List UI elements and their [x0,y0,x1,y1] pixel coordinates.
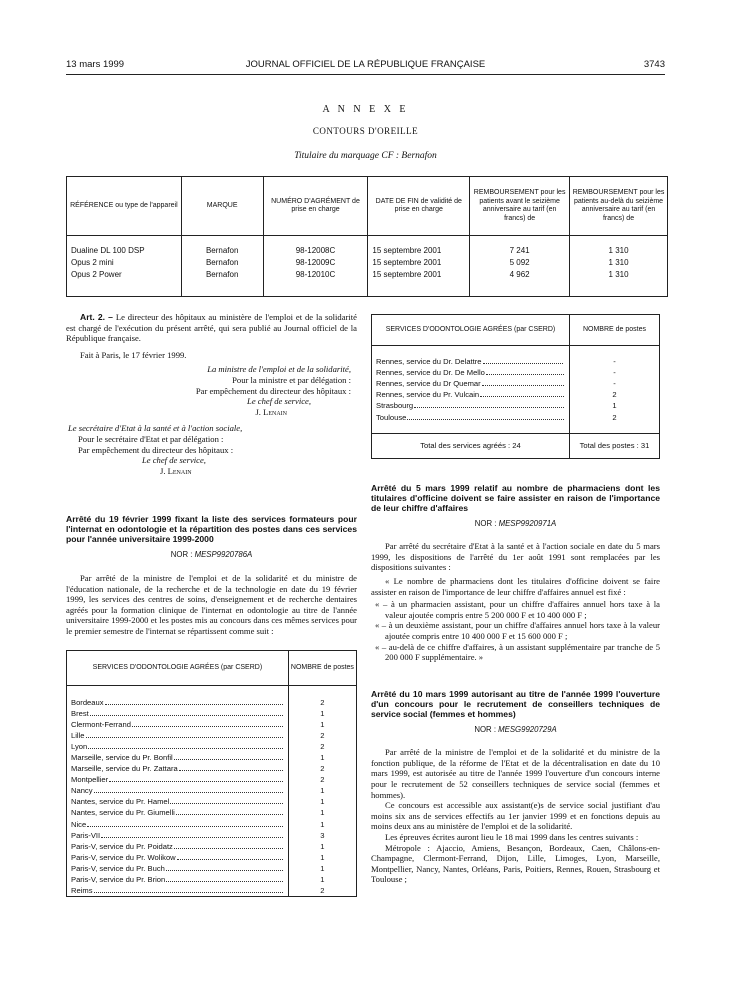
dot-leader [174,841,283,849]
arrete-19-fevrier-body: Par arrêté de la ministre de l'emploi et de la solidarité et du ministre de l'éducation nationale, de la recherche et de la technologie en date du 19 février 1999, les services des centres de soins, d'enseignement et de recherche dentaires agréés pour la formation clinique de l'internat en odontologie au titre de l'année universitaire 1999-2000 et les postes mis au concours dans ces mêmes services pour le premier semestre de l'internat se répartissent comme suit : [66,572,357,636]
dot-leader [414,400,564,408]
arrete-10-mars-p4: Métropole : Ajaccio, Amiens, Besançon, Bordeaux, Caen, Châlons-en-Champagne, Clermont-Ferrand, Dijon, Lille, Limoges, Lyon, Marseille, Montpellier, Nancy, Nantes, Orléans, Paris, Poitiers, Rennes, Rouen, Strasbourg et Toulouse ; [371,842,660,885]
cell-apres: 1 310 [608,245,629,255]
cell-service [372,378,570,389]
table-row [67,763,357,774]
cell-service [67,874,289,885]
col-header-services: SERVICES D'ODONTOLOGIE AGRÉES (par CSERD) [67,651,289,686]
cell-service [67,819,289,830]
annexe-subtitle: CONTOURS D'OREILLE [312,126,419,136]
service-name: Rennes, service du Dr Quemar [376,379,481,389]
article-2-text: Le directeur des hôpitaux au ministère de l'emploi et de la solidarité est chargé de l'exécution du présent arrêté, qui sera publié au Journal officiel de la République française. [66,312,357,344]
cell-postes: 1 [320,819,325,829]
service-name: Lyon [71,741,88,751]
arrete-5-mars-title: Arrêté du 5 mars 1999 relatif au nombre de pharmaciens dont les titulaires d'officine doivent se faire assister en raison de l'importance de leur chiffre d'affaires [371,482,660,513]
header-date: 13 mars 1999 [66,59,125,70]
arrete-10-mars-title: Arrêté du 10 mars 1999 autorisant au titre de l'année 1999 l'ouverture d'un concours pour le recrutement de conseillers techniques de service social (femmes et hommes) [371,688,660,719]
cell-avant: 7 241 [470,244,570,256]
signature-line: Le chef de service, [142,455,206,466]
table-row [67,708,357,719]
nor-line-3 [371,725,660,736]
signature-line: Pour la ministre et par délégation : [232,374,351,385]
devices-table [66,176,668,297]
dot-leader [94,785,283,793]
service-name: Nice [71,819,87,829]
table-row [67,863,357,874]
cell-apres: 1 310 [608,257,629,267]
table-row [67,785,357,796]
table-row [372,378,660,389]
cell-service [67,807,289,818]
cell-apres: 1 310 [608,269,629,279]
dot-leader [105,697,283,705]
table-row [67,719,357,730]
total-postes: Total des postes : 31 [569,433,659,458]
cell-date: 15 septembre 2001 [368,256,470,268]
dot-leader [486,367,564,375]
services-table-left [66,650,357,897]
table-row [67,885,357,897]
fait-a-paris: Fait à Paris, le 17 février 1999. [80,349,187,360]
dot-leader [174,752,283,760]
cell-service [67,708,289,719]
table-row [67,819,357,830]
cell-marque: Bernafon [181,244,263,256]
dot-leader [88,741,283,749]
table-row [372,367,660,378]
dot-leader [482,378,564,386]
cell-service [67,763,289,774]
col-header-marque: MARQUE [181,177,263,236]
service-name: Strasbourg [376,401,414,411]
cell-postes: - [613,368,616,378]
col-header-reference: RÉFÉRENCE ou type de l'appareil [67,177,182,236]
cell-date: 15 septembre 2001 [368,268,470,280]
cell-numero: 98-12009C [263,256,368,268]
service-name: Nancy [71,786,93,796]
arrete-10-mars-p1: Par arrêté de la ministre de l'emploi et de la solidarité et du ministre de la fonction publique, de la réforme de l'Etat et de la décentralisation en date du 10 mars 1999, est autorisée au titre de l'année 1999 l'ouverture d'un concours interne pour le recrutement de 52 conseillers techniques de service social (femmes et hommes). [371,747,660,800]
table-row [372,389,660,400]
col-header-services: SERVICES D'ODONTOLOGIE AGRÉES (par CSERD) [372,315,570,346]
dot-leader [86,730,283,738]
annexe-titulaire: Titulaire du marquage CF : Bernafon [294,151,437,161]
signature-name: J. Lenain [255,406,287,417]
cell-numero: 98-12008C [263,244,368,256]
service-name: Paris-V, service du Pr. Brion [71,875,166,885]
service-name: Paris-VII [71,830,101,840]
dot-leader [407,412,564,420]
cell-postes: 2 [320,730,325,740]
service-name: Paris-V, service du Pr. Poidatz [71,841,173,851]
cell-marque: Bernafon [181,268,263,280]
cell-postes: 2 [320,764,325,774]
table-row [67,256,668,268]
table-row [67,796,357,807]
col-header-date: DATE DE FIN de validité de prise en charge [368,177,470,236]
arrete-5-mars-body: Par arrêté du secrétaire d'Etat à la santé et à l'action sociale en date du 5 mars 1999, les dispositions de l'arrêté du 1er août 1991 sont remplacées par les dispositions suivantes : [371,541,660,573]
dot-leader [177,852,283,860]
cell-postes: 1 [320,852,325,862]
cell-postes: 1 [320,875,325,885]
dot-leader [483,356,563,364]
cell-service [67,741,289,752]
services-table-right [371,314,660,459]
table-row [67,244,668,256]
table-row [67,807,357,818]
cell-postes: 1 [320,841,325,851]
service-name: Rennes, service du Dr. De Mello [376,368,485,378]
dot-leader [101,830,283,838]
annexe-title: A N N E X E [322,104,409,115]
service-name: Lille [71,730,85,740]
col-header-numero: NUMÉRO D'AGRÉMENT de prise en charge [263,177,368,236]
dot-leader [170,796,283,804]
cell-postes: 2 [320,697,325,707]
arrete-5-mars-quote: « Le nombre de pharmaciens dont les titulaires d'officine doivent se faire assister en raison de l'importance de leur chiffre d'affaires annuel est fixé : [371,575,660,597]
right-column [371,314,660,885]
cell-postes: 1 [612,401,617,411]
dot-leader [176,807,283,815]
signature-line: Le chef de service, [247,396,311,407]
cell-postes: 1 [320,786,325,796]
cell-service [67,885,289,897]
signature-line: Par empêchement du directeur des hôpitaux : [195,385,351,396]
cell-postes: 2 [612,390,617,400]
dot-leader [132,719,283,727]
cell-avant: 5 092 [470,256,570,268]
cell-service [67,852,289,863]
service-name: Montpellier [71,775,109,785]
dot-leader [87,819,283,827]
cell-service [67,796,289,807]
service-name: Marseille, service du Pr. Bonfil [71,752,173,762]
col-header-postes: NOMBRE de postes [569,315,659,346]
table-row [67,774,357,785]
arrete-5-mars-item: « – à un pharmacien assistant, pour un chiffre d'affaires annuel hors taxe à la valeur ajoutée compris entre 5 200 000 F et 10 400 000 F ; [375,599,660,620]
dot-leader [109,774,283,782]
cell-service [67,696,289,707]
dot-leader [166,863,283,871]
table-row [67,741,357,752]
service-name: Paris-V, service du Pr. Buch [71,863,165,873]
cell-postes: 2 [320,775,325,785]
table-row [372,411,660,422]
table-row [372,400,660,411]
cell-avant: 4 962 [470,268,570,280]
service-name: Marseille, service du Pr. Zattara [71,764,178,774]
service-name: Clermont-Ferrand [71,719,131,729]
dot-leader [94,885,283,893]
cell-service [372,367,570,378]
cell-postes: 2 [320,741,325,751]
cell-postes: 1 [320,808,325,818]
total-services: Total des services agréés : 24 [372,433,570,458]
arrete-5-mars-item: « – à un deuxième assistant, pour un chiffre d'affaires annuel hors taxe à la valeur ajoutée compris entre 10 400 000 F et 15 600 000 F ; [375,620,660,641]
dot-leader [166,874,283,882]
cell-marque: Bernafon [181,256,263,268]
cell-date: 15 septembre 2001 [368,244,470,256]
service-name: Toulouse [376,412,407,422]
service-name: Brest [71,708,89,718]
cell-postes: - [613,379,616,389]
page-header [66,59,665,73]
nor-line-2 [371,519,660,530]
table-row [67,730,357,741]
article-2 [66,312,357,344]
table-row [372,356,660,367]
cell-service [67,752,289,763]
signature-line: La ministre de l'emploi et de la solidarité, [207,364,351,375]
table-row [67,841,357,852]
nor-code: MESP9920786A [194,550,253,560]
service-name: Nantes, service du Pr. Hamel [71,797,170,807]
table-row [67,830,357,841]
service-name: Paris-V, service du Pr. Wolikow [71,852,176,862]
signature-line: Par empêchement du directeur des hôpitaux : [78,444,234,455]
cell-numero: 98-12010C [263,268,368,280]
nor-label: NOR : [474,518,499,528]
arrete-19-fevrier-title: Arrêté du 19 février 1999 fixant la liste des services formateurs pour l'internat en odontologie et la répartition des postes dans ces services pour l'année universitaire 1999-2000 [66,514,357,545]
cell-service [67,830,289,841]
nor-line [66,550,357,561]
arrete-10-mars-p3: Les épreuves écrites auront lieu le 18 mai 1999 dans les centres suivants : [385,832,639,843]
nor-label: NOR : [474,724,499,734]
signature-block-1 [66,364,357,417]
col-header-remb-avant: REMBOURSEMENT pour les patients avant le seizième anniversaire au tarif (en francs) de [470,177,570,236]
nor-label: NOR : [170,550,195,560]
cell-postes: 3 [320,830,325,840]
cell-postes: 1 [320,863,325,873]
arrete-10-mars-p2: Ce concours est accessible aux assistant(e)s de service social justifiant d'au moins six ans de services effectifs au 1er janvier 1999 et en fonctions depuis au moins deux ans au ministère de l'emploi et de la solidarité. [371,800,660,832]
article-2-label: Art. 2. – [80,312,113,322]
cell-postes: 2 [320,886,325,896]
cell-postes: 1 [320,708,325,718]
service-name: Reims [71,886,93,896]
table-row [67,874,357,885]
cell-service [372,356,570,367]
left-column [66,312,357,897]
cell-postes: 1 [320,752,325,762]
signature-block-2 [66,423,357,476]
cell-service [67,774,289,785]
dot-leader [179,763,283,771]
cell-ref: Opus 2 Power [67,268,182,280]
dot-leader [480,389,564,397]
service-name: Rennes, service du Dr. Delattre [376,357,482,367]
service-name: Rennes, service du Pr. Vulcain [376,390,480,400]
cell-ref: Opus 2 mini [67,256,182,268]
cell-postes: 2 [612,412,617,422]
header-page-number: 3743 [643,59,665,70]
table-row [67,752,357,763]
header-rule [66,74,665,75]
table-row [67,696,357,707]
nor-code: MESP9920971A [498,518,557,528]
arrete-5-mars-item: « – au-delà de ce chiffre d'affaires, à un assistant supplémentaire par tranche de 5 200 000 F supplémentaire. » [375,641,660,663]
cell-service [372,389,570,400]
table-row [67,852,357,863]
cell-service [67,863,289,874]
cell-postes: 1 [320,719,325,729]
table-row [67,268,668,280]
service-name: Nantes, service du Pr. Giumelli [71,808,175,818]
cell-postes: 1 [320,797,325,807]
cell-postes: - [613,357,616,367]
col-header-remb-apres: REMBOURSEMENT pour les patients au-delà du seizième anniversaire au tarif (en francs) de [570,177,668,236]
cell-service [67,841,289,852]
signature-line: Pour le secrétaire d'Etat et par délégation : [78,433,224,444]
cell-service [67,719,289,730]
dot-leader [90,708,283,716]
nor-code: MESG9920729A [498,724,557,734]
cell-ref: Dualine DL 100 DSP [67,244,182,256]
cell-service [67,730,289,741]
service-name: Bordeaux [71,697,104,707]
col-header-postes: NOMBRE de postes [288,651,356,686]
cell-service [67,785,289,796]
signature-name: J. Lenain [160,465,192,476]
header-journal: JOURNAL OFFICIEL DE LA RÉPUBLIQUE FRANÇAISE [245,59,486,70]
cell-service [372,400,570,411]
signature-line: Le secrétaire d'Etat à la santé et à l'action sociale, [68,423,243,434]
cell-service [372,411,570,422]
